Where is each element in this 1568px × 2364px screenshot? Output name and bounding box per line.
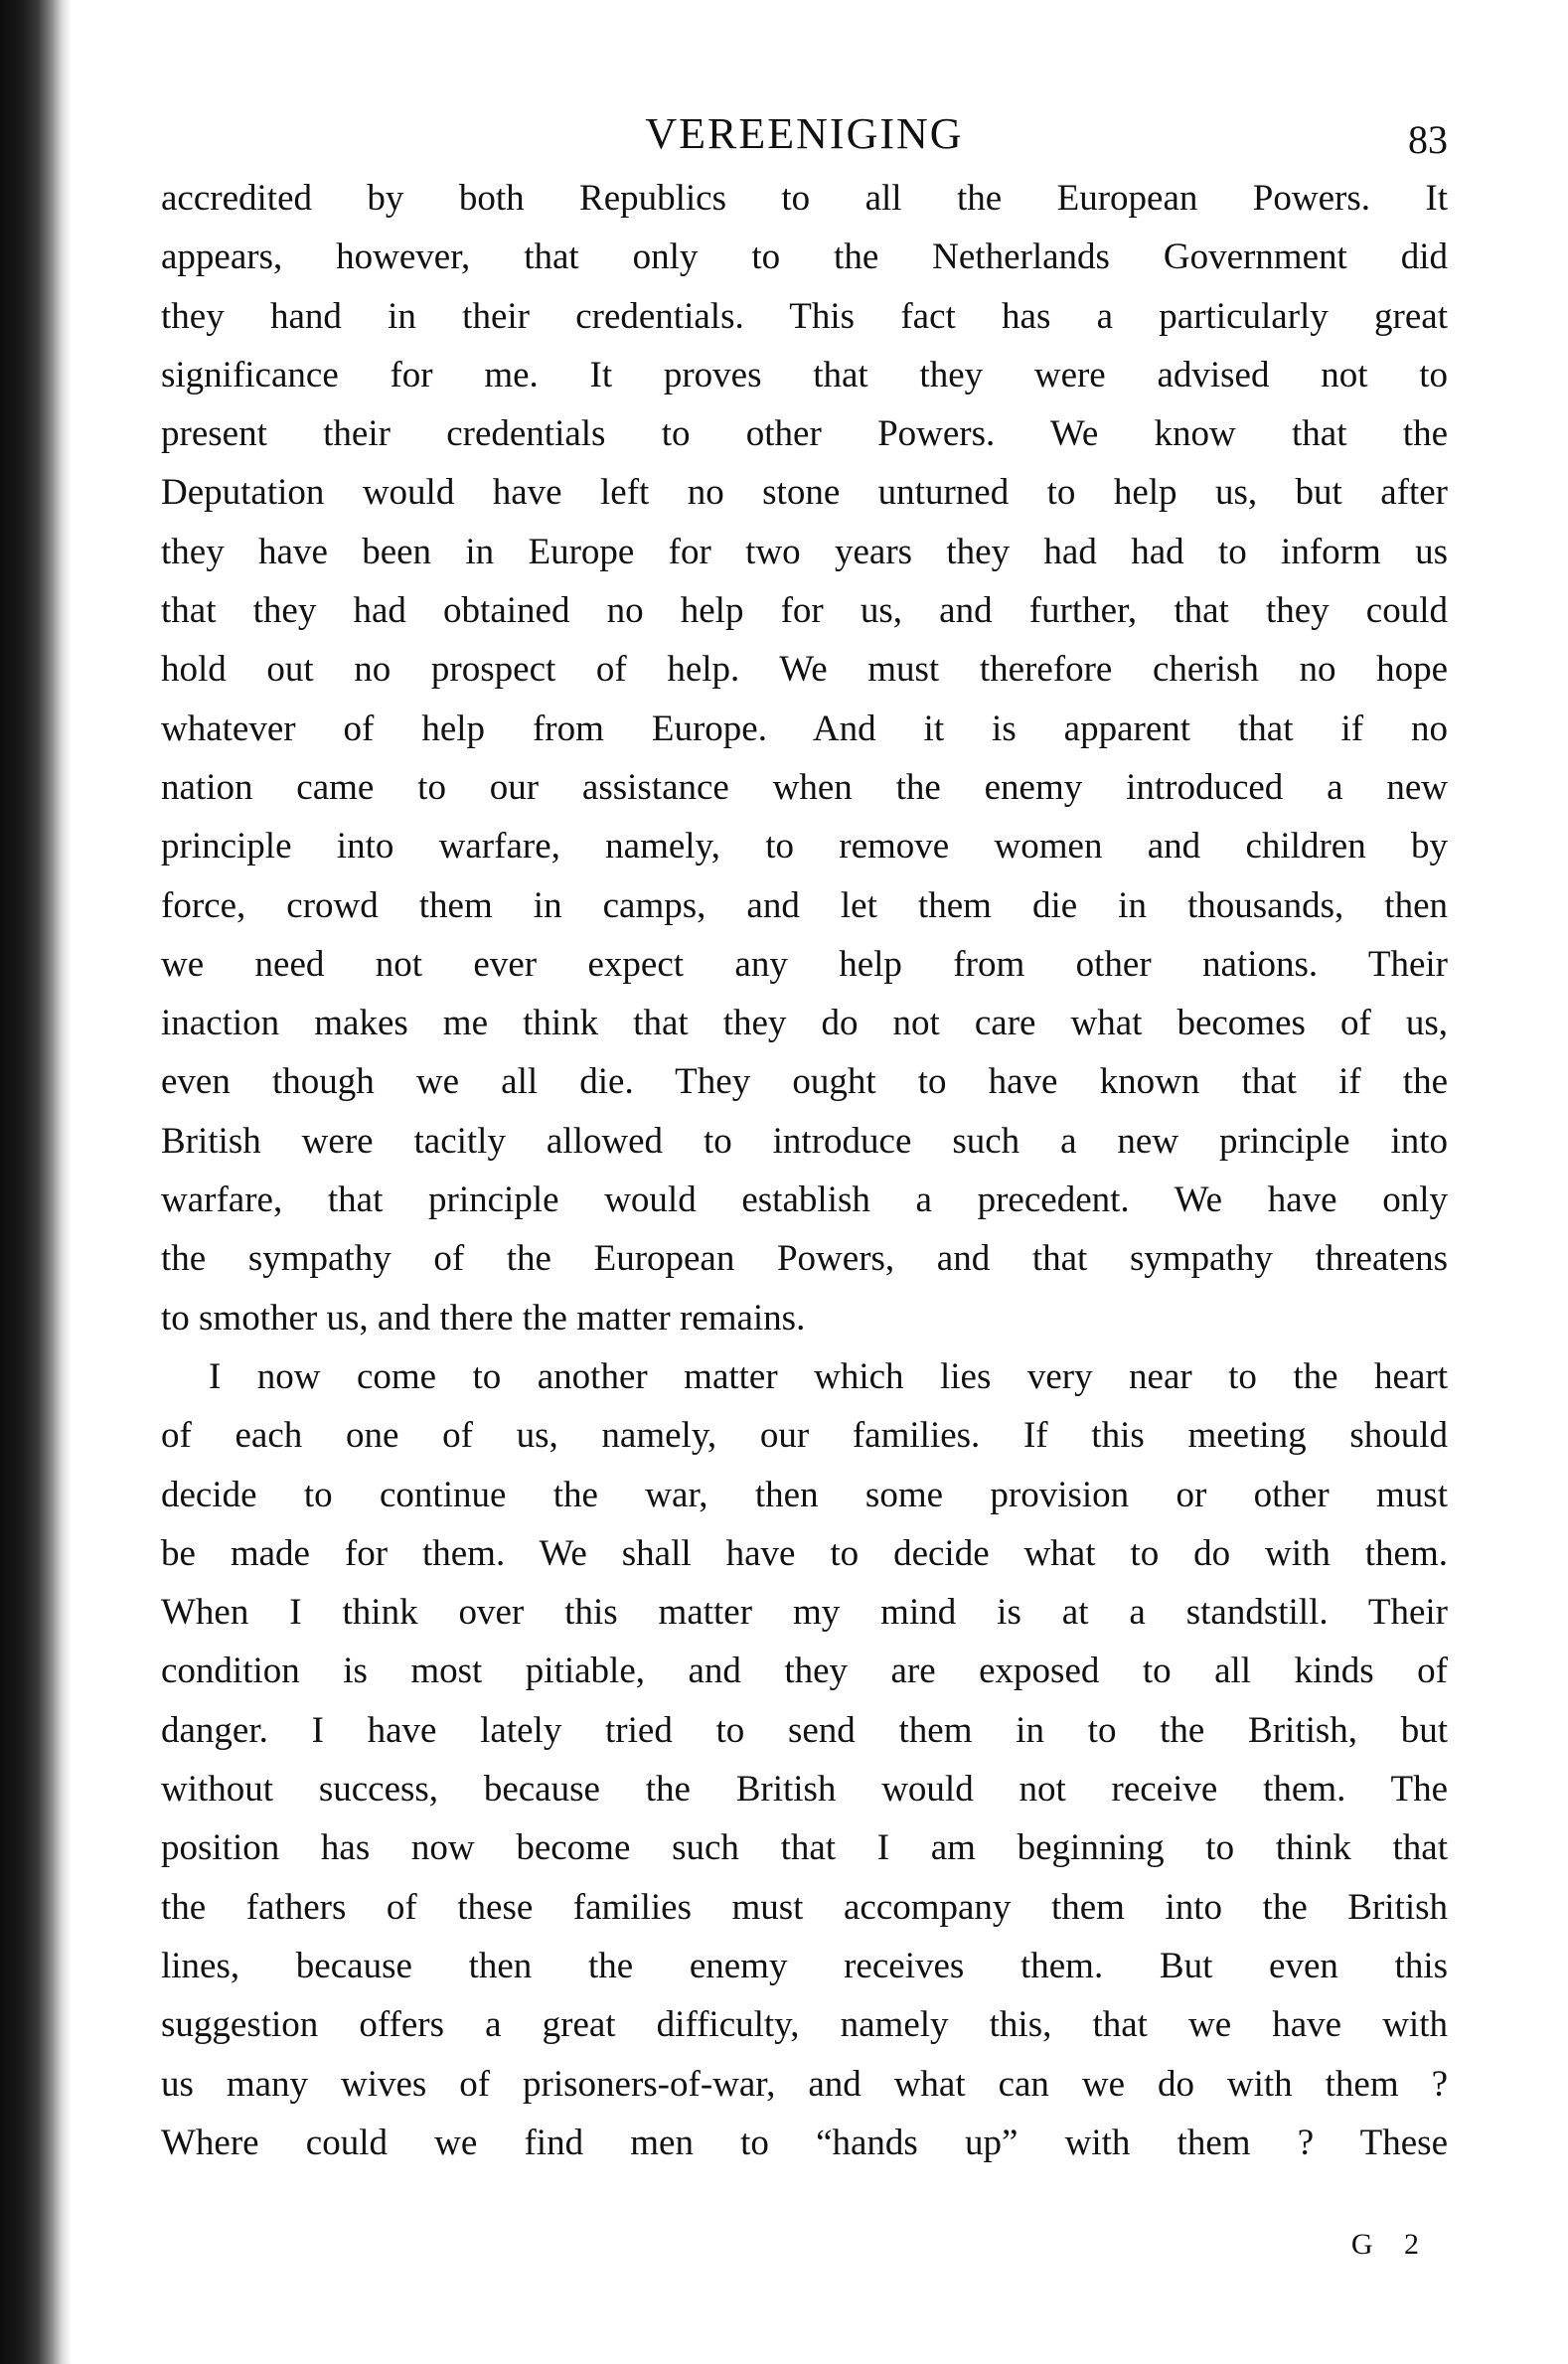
book-page — [161, 99, 1448, 2172]
text-line: suggestion offers a great difficulty, namely this, that we have with — [161, 2004, 1448, 2046]
running-head: VEREENIGING — [645, 109, 964, 158]
text-line: Deputation would have left no stone unturned to help us, but after — [161, 472, 1448, 514]
page-number: 83 — [1408, 117, 1448, 162]
text-line: us many wives of prisoners-of-war, and what can we do with them ? — [161, 2063, 1448, 2105]
text-line: accredited by both Republics to all the European Powers. It — [161, 178, 1448, 219]
text-line: without success, because the British would not receive them. The — [161, 1769, 1448, 1811]
text-line: lines, because then the enemy receives them. But even this — [161, 1945, 1448, 1986]
text-line: condition is most pitiable, and they are exposed to all kinds of — [161, 1651, 1448, 1692]
signature-mark: G 2 — [1350, 2228, 1431, 2261]
text-line: be made for them. We shall have to decide what to do with them. — [161, 1532, 1448, 1574]
text-line: present their credentials to other Powers. We know that the — [161, 413, 1448, 455]
text-line: principle into warfare, namely, to remove women and children by — [161, 826, 1448, 867]
text-line: force, crowd them in camps, and let them die in thousands, then — [161, 884, 1448, 926]
body-text — [161, 169, 1448, 2172]
text-line: whatever of help from Europe. And it is apparent that if no — [161, 708, 1448, 749]
binding-edge — [0, 0, 72, 2364]
page-header — [161, 99, 1448, 169]
text-line: the sympathy of the European Powers, and that sympathy threatens — [161, 1238, 1448, 1280]
text-line: we need not ever expect any help from other nations. Their — [161, 943, 1448, 985]
text-line: of each one of us, namely, our families. If this meeting should — [161, 1415, 1448, 1457]
text-line: I now come to another matter which lies very near to the heart — [209, 1355, 1448, 1397]
text-line: they hand in their credentials. This fact has a particularly great — [161, 295, 1448, 337]
text-line: to smother us, and there the matter remains. — [161, 1297, 806, 1339]
text-line: they have been in Europe for two years they had had to inform us — [161, 531, 1448, 572]
text-line: position has now become such that I am beginning to think that — [161, 1827, 1448, 1869]
text-line: nation came to our assistance when the enemy introduced a new — [161, 766, 1448, 808]
text-line: British were tacitly allowed to introduce such a new principle into — [161, 1120, 1448, 1162]
text-line: significance for me. It proves that they were advised not to — [161, 354, 1448, 395]
text-line: the fathers of these families must accompany them into the British — [161, 1886, 1448, 1928]
text-line: inaction makes me think that they do not care what becomes of us, — [161, 1003, 1448, 1044]
text-line: Where could we find men to “hands up” with them ? These — [161, 2122, 1448, 2163]
text-line: appears, however, that only to the Netherlands Government did — [161, 236, 1448, 278]
text-line: warfare, that principle would establish a precedent. We have only — [161, 1180, 1448, 1221]
text-line: danger. I have lately tried to send them in to the British, but — [161, 1709, 1448, 1751]
text-line: hold out no prospect of help. We must therefore cherish no hope — [161, 649, 1448, 691]
text-line: that they had obtained no help for us, and further, that they could — [161, 590, 1448, 632]
text-line: When I think over this matter my mind is at a standstill. Their — [161, 1592, 1448, 1634]
text-line: even though we all die. They ought to have known that if the — [161, 1061, 1448, 1103]
text-line: decide to continue the war, then some provision or other must — [161, 1474, 1448, 1515]
